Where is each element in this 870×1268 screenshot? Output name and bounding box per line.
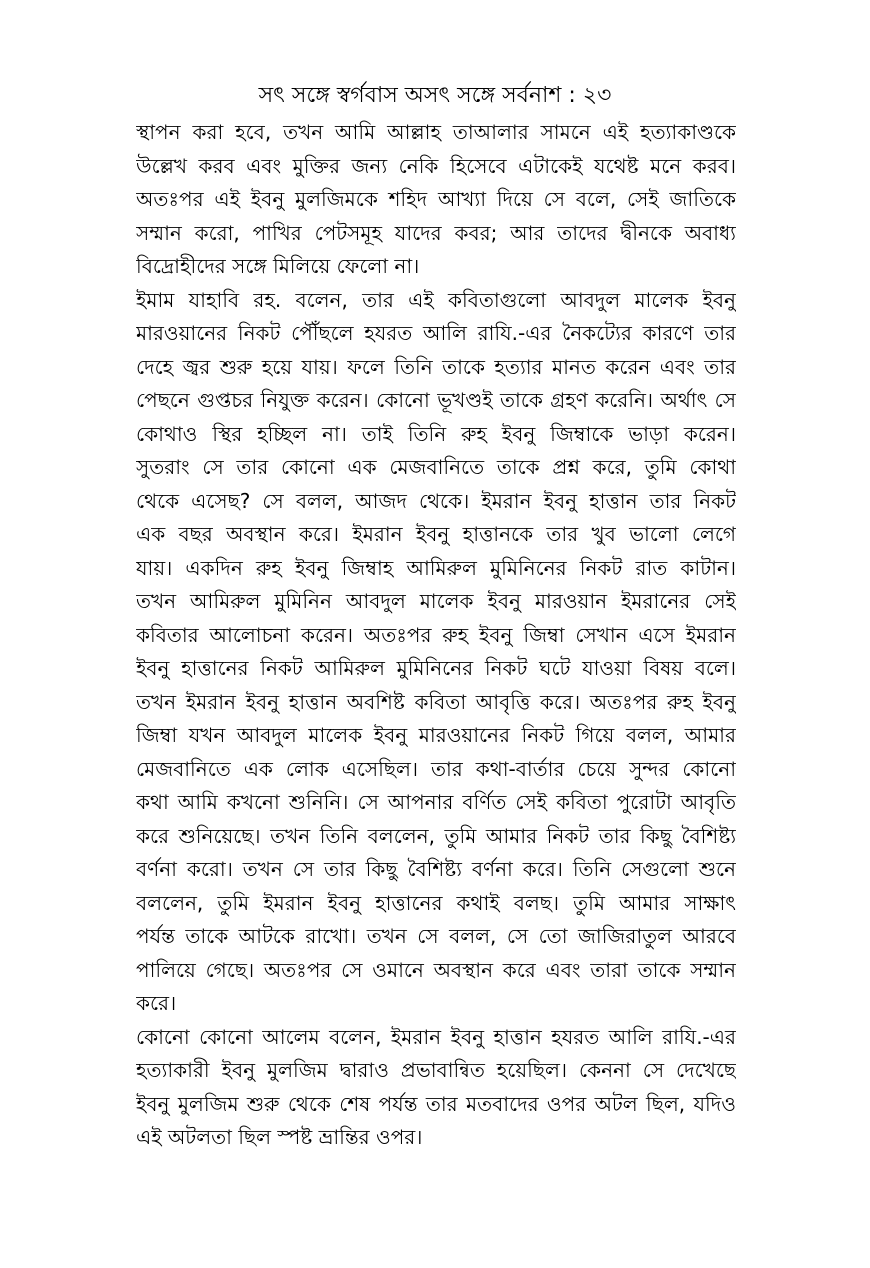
text-line: স্থাপন করা হবে, তখন আমি আল্লাহ তাআলার সামনে এই হত্যাকাণ্ডকে: [136, 120, 736, 144]
text-line: এক বছর অবস্থান করে। ইমরান ইবনু হাত্তানকে তার খুব ভালো লেগে: [136, 522, 736, 546]
text-line: কথা আমি কখনো শুনিনি। সে আপনার বর্ণিত সেই কবিতা পুরোটা আবৃতি: [136, 790, 736, 814]
text-line: এই অটলতা ছিল স্পষ্ট ভ্রান্তির ওপর।: [136, 1125, 423, 1149]
text-line: কোনো কোনো আলেম বলেন, ইমরান ইবনু হাত্তান হযরত আলি রাযি.-এর: [136, 1024, 736, 1049]
text-line: ইবনু হাত্তানের নিকট আমিরুল মুমিনিনের নিকট ঘটে যাওয়া বিষয় বলে।: [136, 656, 736, 680]
text-line: কবিতার আলোচনা করেন। অতঃপর রুহ ইবনু জিম্বা সেখান এসে ইমরান: [136, 622, 736, 647]
text-line: দেহে জ্বর শুরু হয়ে যায়। ফলে তিনি তাকে হত্যার মানত করেন এবং তার: [136, 354, 736, 379]
text-line: তখন আমিরুল মুমিনিন আবদুল মালেক ইবনু মারওয়ান ইমরানের সেই: [136, 589, 736, 613]
text-line: সম্মান করো, পাখির পেটসমূহ যাদের কবর; আর তাদের দ্বীনকে অবাধ্য: [136, 220, 736, 245]
text-line: অতঃপর এই ইবনু মুলজিমকে শহিদ আখ্যা দিয়ে সে বলে, সেই জাতিকে: [136, 187, 736, 211]
text-line: মেজবানিতে এক লোক এসেছিল। তার কথা-বার্তার চেয়ে সুন্দর কোনো: [136, 756, 736, 781]
text-line: জিম্বা যখন আবদুল মালেক ইবনু মারওয়ানের নিকট গিয়ে বলল, আমার: [136, 723, 736, 747]
text-line: পর্যন্ত তাকে আটকে রাখো। তখন সে বলল, সে তো জাজিরাতুল আরবে: [136, 924, 736, 948]
text-line: ইবনু মুলজিম শুরু থেকে শেষ পর্যন্ত তার মতবাদের ওপর অটল ছিল, যদিও: [136, 1091, 736, 1116]
running-head: সৎ সঙ্গে স্বর্গবাস অসৎ সঙ্গে সর্বনাশ : ২৩: [258, 83, 612, 108]
text-line: হত্যাকারী ইবনু মুলজিম দ্বারাও প্রভাবান্বিত হয়েছিল। কেননা সে দেখেছে: [136, 1058, 736, 1082]
text-line: পেছনে গুপ্তচর নিযুক্ত করেন। কোনো ভূখণ্ডই তাকে গ্রহণ করেনি। অর্থাৎ সে: [136, 388, 736, 412]
text-line: ইমাম যাহাবি রহ. বলেন, তার এই কবিতাগুলো আবদুল মালেক ইবনু: [136, 287, 736, 312]
text-line: সুতরাং সে তার কোনো এক মেজবানিতে তাকে প্রশ্ন করে, তুমি কোথা: [136, 455, 736, 479]
text-line: পালিয়ে গেছে। অতঃপর সে ওমানে অবস্থান করে এবং তারা তাকে সম্মান: [136, 957, 736, 982]
text-line: উল্লেখ করব এবং মুক্তির জন্য নেকি হিসেবে এটাকেই যথেষ্ট মনে করব।: [136, 153, 736, 178]
text-line: থেকে এসেছ? সে বলল, আজদ থেকে। ইমরান ইবনু হাত্তান তার নিকট: [136, 488, 736, 513]
text-line: তখন ইমরান ইবনু হাত্তান অবশিষ্ট কবিতা আবৃত্তি করে। অতঃপর রুহ ইবনু: [136, 689, 736, 714]
text-line: কোথাও স্থির হচ্ছিল না। তাই তিনি রুহ ইবনু জিম্বাকে ভাড়া করেন।: [136, 421, 736, 446]
text-line: বললেন, তুমি ইমরান ইবনু হাত্তানের কথাই বলছ। তুমি আমার সাক্ষাৎ: [136, 890, 736, 915]
text-line: বিদ্রোহীদের সঙ্গে মিলিয়ে ফেলো না।: [136, 254, 420, 278]
body-text: [136, 116, 736, 1155]
text-line: বর্ণনা করো। তখন সে তার কিছু বৈশিষ্ট্য বর্ণনা করে। তিনি সেগুলো শুনে: [136, 857, 736, 881]
text-line: যায়। একদিন রুহ ইবনু জিম্বাহ আমিরুল মুমিনিনের নিকট রাত কাটান।: [136, 555, 736, 580]
text-line: মারওয়ানের নিকট পৌঁছলে হযরত আলি রাযি.-এর নৈকট্যের কারণে তার: [136, 321, 736, 345]
text-line: করে।: [136, 991, 177, 1015]
text-line: করে শুনিয়েছে। তখন তিনি বললেন, তুমি আমার নিকট তার কিছু বৈশিষ্ট্য: [136, 823, 736, 848]
